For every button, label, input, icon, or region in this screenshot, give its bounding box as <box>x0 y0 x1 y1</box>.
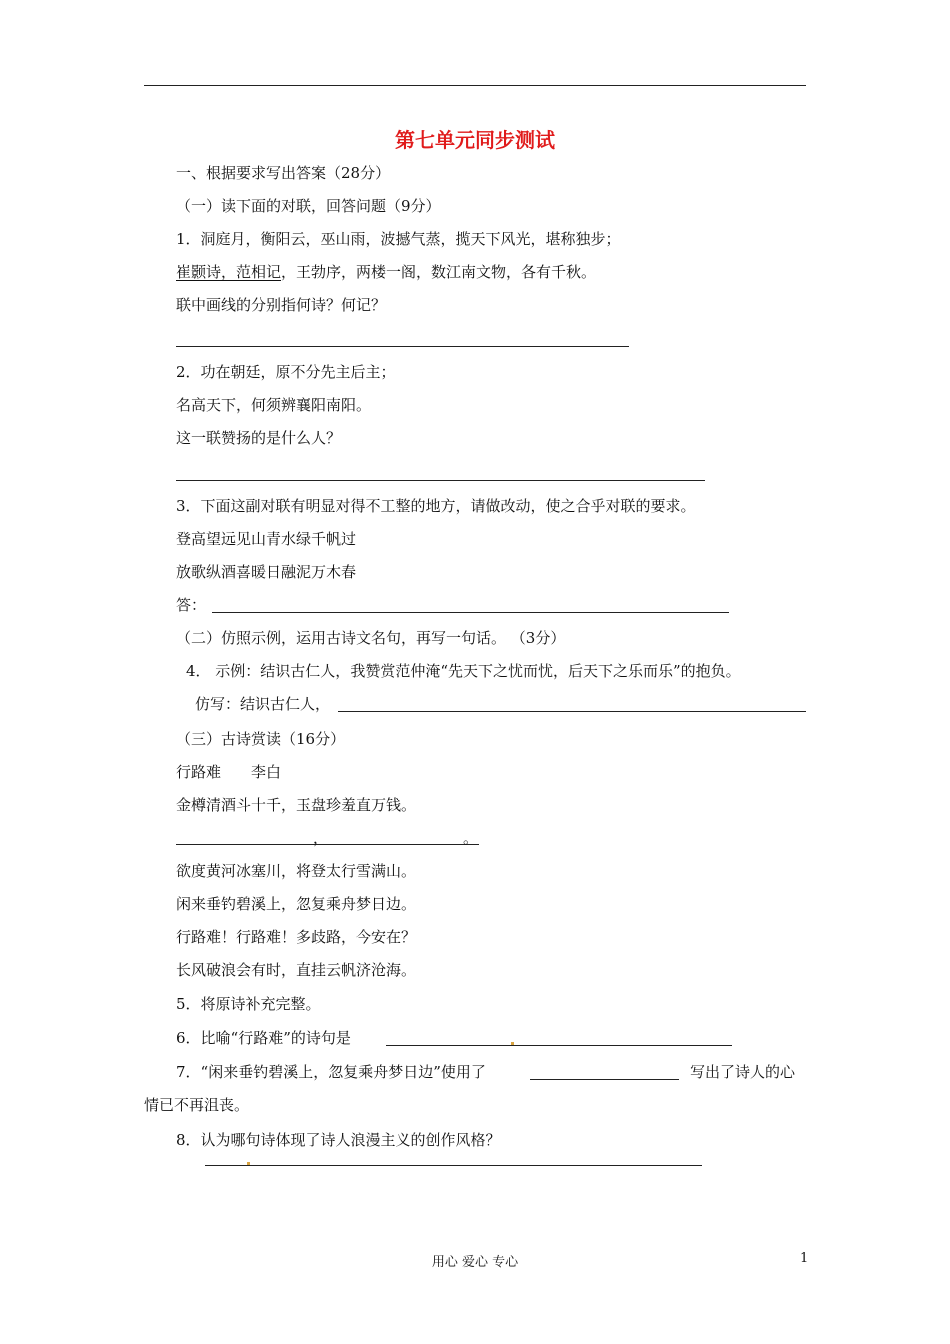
poem-blank-comma: ， <box>313 829 329 847</box>
poem-line-3: 欲度黄河冰塞川，将登太行雪满山。 <box>176 862 417 880</box>
q8-answer-line[interactable] <box>205 1165 702 1166</box>
subsection-heading-1: （一）读下面的对联，回答问题（9分） <box>176 197 441 215</box>
poem-title: 行路难 <box>176 763 222 781</box>
q5-text: 5．将原诗补充完整。 <box>176 995 321 1013</box>
q2-line1: 2．功在朝廷，原不分先主后主； <box>176 363 396 381</box>
q3-answer-label: 答： <box>176 596 207 614</box>
q8-text: 8．认为哪句诗体现了诗人浪漫主义的创作风格？ <box>176 1131 501 1149</box>
q7-text: 7．“闲来垂钓碧溪上，忽复乘舟梦日边”使用了 <box>176 1063 486 1081</box>
q3-line1: 3．下面这副对联有明显对得不工整的地方，请做改动，使之合乎对联的要求。 <box>176 497 696 515</box>
q2-answer-line[interactable] <box>176 480 705 481</box>
q7-text-end: 情已不再沮丧。 <box>144 1096 250 1114</box>
poem-author: 李白 <box>251 763 282 781</box>
poem-line-1: 金樽清酒斗十千，玉盘珍羞直万钱。 <box>176 796 417 814</box>
q4-imitate-label: 仿写：结识古仁人， <box>195 695 331 713</box>
q3-answer-line[interactable] <box>212 612 729 613</box>
section-heading-1: 一、根据要求写出答案（28分） <box>176 164 391 182</box>
header-rule <box>144 85 806 86</box>
q7-answer-line[interactable] <box>530 1079 679 1080</box>
page-title: 第七单元同步测试 <box>395 128 555 152</box>
poem-line-6: 长风破浪会有时，直挂云帆济沧海。 <box>176 961 417 979</box>
q6-text: 6．比喻“行路难”的诗句是 <box>176 1029 351 1047</box>
q1-line1: 1．洞庭月，衡阳云，巫山雨，波撼气蒸，揽天下风光，堪称独步； <box>176 230 621 248</box>
page-footer: 用心 爱心 专心 <box>431 1255 519 1270</box>
q1-question: 联中画线的分别指何诗？何记？ <box>176 296 387 314</box>
subsection-heading-2: （二）仿照示例，运用古诗文名句，再写一句话。 （3分） <box>176 629 566 647</box>
subsection-heading-3: （三）古诗赏读（16分） <box>176 730 346 748</box>
marker-dot <box>511 1042 514 1045</box>
q1-line2 <box>176 262 596 282</box>
marker-dot <box>247 1162 250 1165</box>
poem-line-5: 行路难！行路难！多歧路，今安在？ <box>176 928 417 946</box>
q2-question: 这一联赞扬的是什么人？ <box>176 429 342 447</box>
q1-underlined-text: 崔颢诗，范相记 <box>176 263 282 281</box>
q6-answer-line[interactable] <box>386 1045 732 1046</box>
poem-blank-period: 。 <box>463 829 479 847</box>
q4-example: 4． 示例：结识古仁人，我赞赏范仲淹“先天下之忧而忧，后天下之乐而乐”的抱负。 <box>186 662 741 680</box>
page-number: 1 <box>800 1251 809 1266</box>
q7-text-cont: 写出了诗人的心 <box>690 1063 796 1081</box>
q1-line2-rest: ，王勃序，两楼一阁，数江南文物，各有千秋。 <box>281 263 597 281</box>
q4-answer-line[interactable] <box>338 711 806 712</box>
q3-couplet-1: 登高望远见山青水绿千帆过 <box>176 530 357 548</box>
poem-line-4: 闲来垂钓碧溪上，忽复乘舟梦日边。 <box>176 895 417 913</box>
q2-line2: 名高天下，何须辨襄阳南阳。 <box>176 396 372 414</box>
q1-answer-line[interactable] <box>176 346 629 347</box>
q3-couplet-2: 放歌纵酒喜暖日融泥万木春 <box>176 563 357 581</box>
